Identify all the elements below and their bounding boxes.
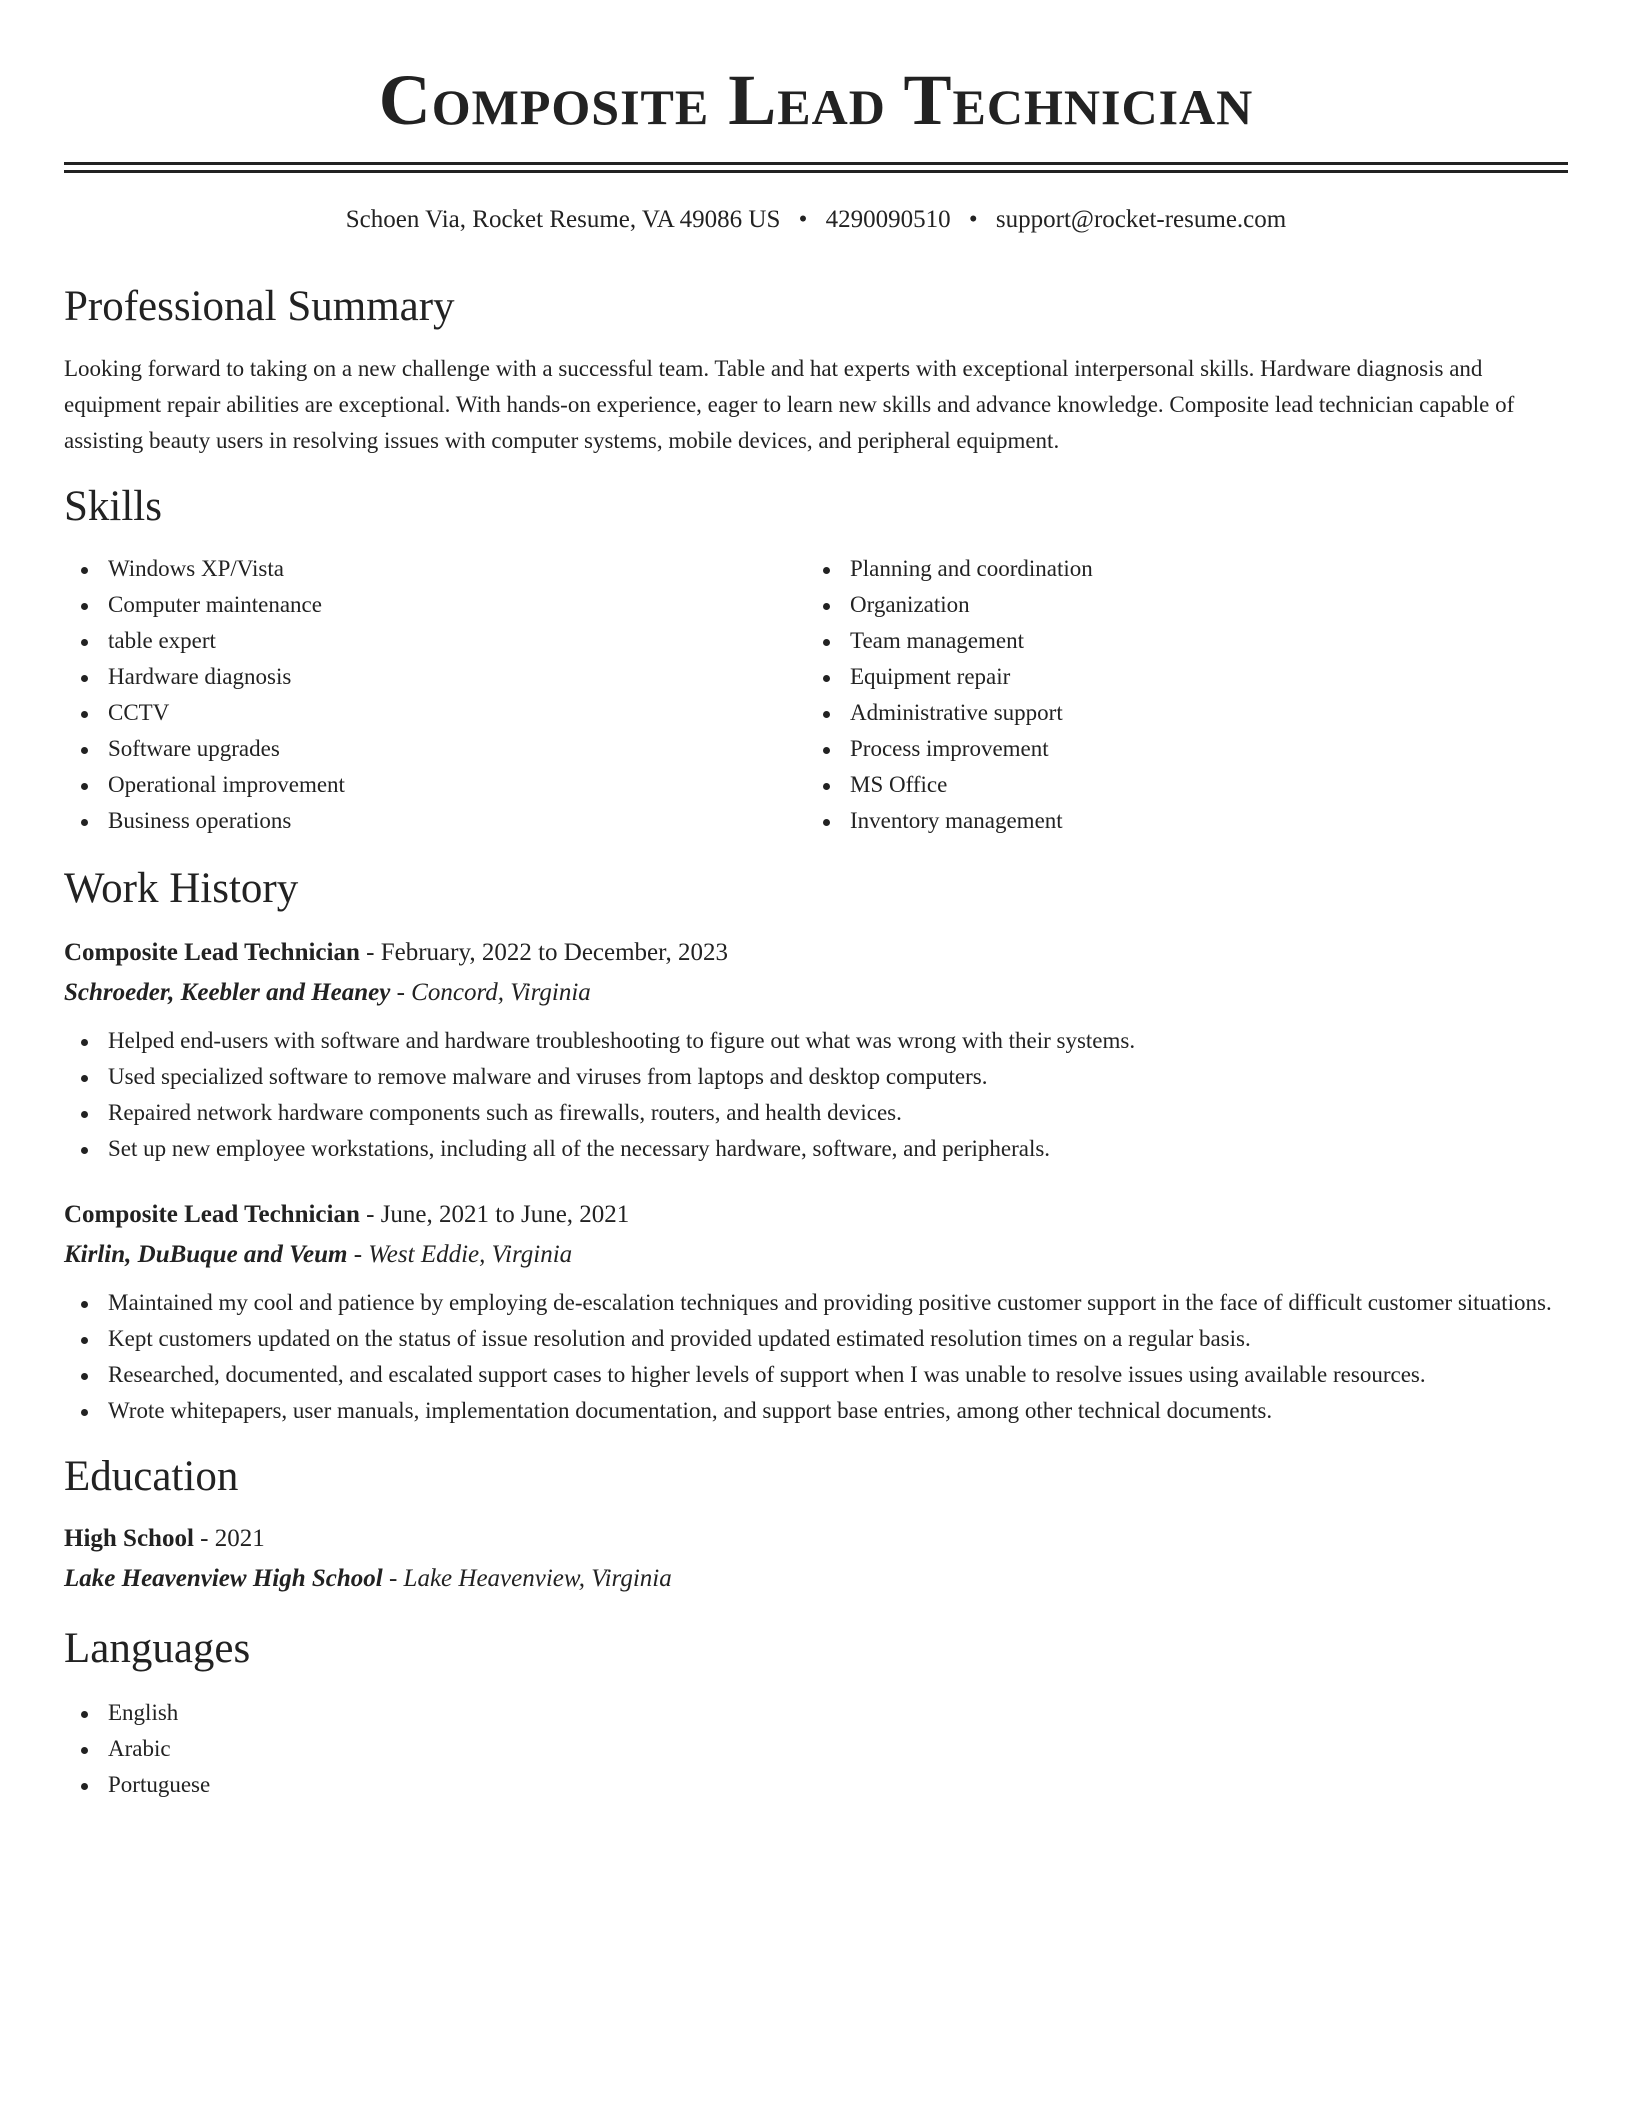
skills-section <box>64 481 1568 839</box>
skill-item: Administrative support <box>850 695 1548 731</box>
job-title-line <box>64 1195 1568 1235</box>
school-name: Lake Heavenview High School <box>64 1565 383 1592</box>
skills-column-right <box>806 551 1548 839</box>
contact-phone: 4290090510 <box>825 206 951 233</box>
degree: High School <box>64 1525 194 1552</box>
company-location: - West Eddie, Virginia <box>347 1241 573 1268</box>
job-duty: Set up new employee workstations, including all of the necessary hardware, software, and peripherals. <box>108 1131 1568 1167</box>
skills-heading: Skills <box>64 483 162 530</box>
skills-grid <box>64 551 1568 839</box>
languages-section <box>64 1623 1568 1803</box>
job-duty: Researched, documented, and escalated support cases to higher levels of support when I was unable to resolve issues using available resources. <box>108 1357 1568 1393</box>
work-history-section <box>64 863 1568 1429</box>
candidate-name: Composite Lead Technician <box>378 60 1254 140</box>
job-title: Composite Lead Technician <box>64 1201 360 1228</box>
skill-item: Hardware diagnosis <box>108 659 806 695</box>
languages-list <box>64 1695 1568 1803</box>
job-dates: - June, 2021 to June, 2021 <box>359 1201 630 1228</box>
company-line <box>64 1235 1568 1275</box>
contact-separator: • <box>968 206 978 233</box>
company-name: Schroeder, Keebler and Heaney <box>64 979 391 1006</box>
contact-address: Schoen Via, Rocket Resume, VA 49086 US <box>345 206 781 233</box>
contact-email: support@rocket-resume.com <box>995 206 1287 233</box>
skill-item: Computer maintenance <box>108 587 806 623</box>
language-item: English <box>108 1695 1568 1731</box>
job-title-line <box>64 933 1568 973</box>
school-location: - Lake Heavenview, Virginia <box>382 1565 672 1592</box>
skill-item: Windows XP/Vista <box>108 551 806 587</box>
skill-item: Planning and coordination <box>850 551 1548 587</box>
graduation-year: - 2021 <box>193 1525 265 1552</box>
skill-item: table expert <box>108 623 806 659</box>
skill-item: Process improvement <box>850 731 1548 767</box>
contact-line <box>64 205 1568 235</box>
skill-item: Organization <box>850 587 1548 623</box>
job-duty: Repaired network hardware components such as firewalls, routers, and health devices. <box>108 1095 1568 1131</box>
job-duties-list <box>64 1285 1568 1429</box>
contact-separator: • <box>798 206 808 233</box>
job-entry <box>64 1195 1568 1429</box>
summary-text: Looking forward to taking on a new challenge with a successful team. Table and hat experts with exceptional interpersonal skills. Hardware diagnosis and equipment repair abilities are exceptional. With hands-on experience, eager to learn new skills and advance knowledge. Composite lead technician capable of assisting beauty users in resolving issues with computer systems, mobile devices, and peripheral equipment. <box>64 356 1515 453</box>
work-history-heading: Work History <box>64 865 299 912</box>
skills-list-left <box>64 551 806 839</box>
skills-list-right <box>806 551 1548 839</box>
job-duty: Maintained my cool and patience by employing de-escalation techniques and providing positive customer support in the face of difficult customer situations. <box>108 1285 1568 1321</box>
skills-column-left <box>64 551 806 839</box>
header-rule-top <box>64 162 1568 165</box>
company-line <box>64 973 1568 1013</box>
skill-item: Business operations <box>108 803 806 839</box>
skill-item: Team management <box>850 623 1548 659</box>
company-location: - Concord, Virginia <box>390 979 591 1006</box>
job-duty: Used specialized software to remove malware and viruses from laptops and desktop computers. <box>108 1059 1568 1095</box>
header-rule-bottom <box>64 170 1568 173</box>
language-item: Portuguese <box>108 1767 1568 1803</box>
school-line <box>64 1559 1568 1599</box>
degree-line <box>64 1519 1568 1559</box>
job-duty: Helped end-users with software and hardware troubleshooting to figure out what was wrong with their systems. <box>108 1023 1568 1059</box>
skill-item: Equipment repair <box>850 659 1548 695</box>
job-title: Composite Lead Technician <box>64 939 360 966</box>
job-entry <box>64 933 1568 1167</box>
job-dates: - February, 2022 to December, 2023 <box>359 939 728 966</box>
education-heading: Education <box>64 1453 239 1500</box>
job-duty: Kept customers updated on the status of issue resolution and provided updated estimated resolution times on a regular basis. <box>108 1321 1568 1357</box>
language-item: Arabic <box>108 1731 1568 1767</box>
skill-item: MS Office <box>850 767 1548 803</box>
skill-item: Software upgrades <box>108 731 806 767</box>
summary-section <box>64 281 1568 459</box>
education-section <box>64 1451 1568 1599</box>
job-duty: Wrote whitepapers, user manuals, implementation documentation, and support base entries, among other technical documents. <box>108 1393 1568 1429</box>
skill-item: Inventory management <box>850 803 1548 839</box>
company-name: Kirlin, DuBuque and Veum <box>64 1241 348 1268</box>
job-duties-list <box>64 1023 1568 1167</box>
skill-item: CCTV <box>108 695 806 731</box>
languages-heading: Languages <box>64 1625 251 1672</box>
summary-heading: Professional Summary <box>64 283 455 330</box>
skill-item: Operational improvement <box>108 767 806 803</box>
